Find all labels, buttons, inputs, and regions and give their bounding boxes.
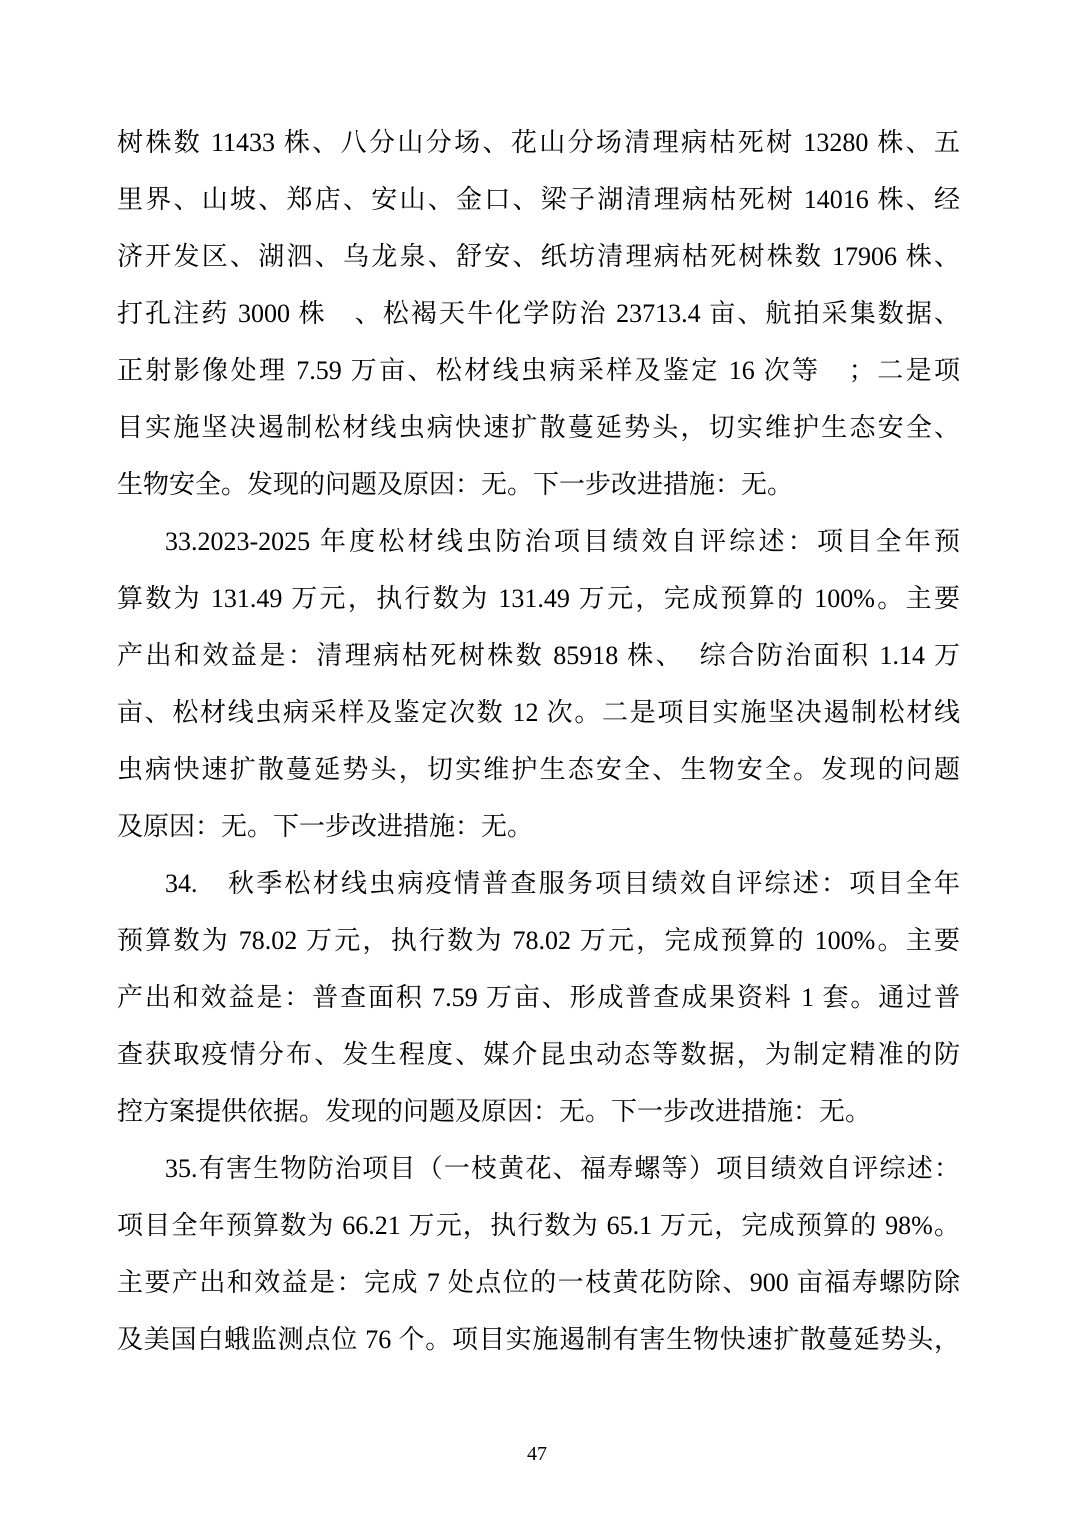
text-line: 产出和效益是：清理病枯死树株数 85918 株、 综合防治面积 1.14 万 [117, 641, 960, 670]
paragraph-33 [117, 513, 960, 855]
text-line: 预算数为 78.02 万元，执行数为 78.02 万元，完成预算的 100%。主要 [117, 926, 960, 955]
text-line: 打孔注药 3000 株 、松褐天牛化学防治 23713.4 亩、航拍采集数据、 [117, 299, 960, 328]
text-line: 33.2023-2025 年度松材线虫防治项目绩效自评综述：项目全年预 [165, 527, 960, 556]
text-line: 算数为 131.49 万元，执行数为 131.49 万元，完成预算的 100%。主要 [117, 584, 960, 613]
text-line: 生物安全。发现的问题及原因：无。下一步改进措施：无。 [117, 470, 794, 499]
text-line: 树株数 11433 株、八分山分场、花山分场清理病枯死树 13280 株、五 [117, 128, 960, 157]
text-line: 控方案提供依据。发现的问题及原因：无。下一步改进措施：无。 [117, 1097, 872, 1126]
text-line: 里界、山坡、郑店、安山、金口、梁子湖清理病枯死树 14016 株、经 [117, 185, 960, 214]
text-line: 项目全年预算数为 66.21 万元，执行数为 65.1 万元，完成预算的 98%。 [117, 1211, 960, 1240]
text-line: 济开发区、湖泗、乌龙泉、舒安、纸坊清理病枯死树株数 17906 株、 [117, 242, 960, 271]
paragraph-32-continuation [117, 114, 960, 513]
page-number: 47 [527, 1443, 547, 1465]
text-line: 查获取疫情分布、发生程度、媒介昆虫动态等数据，为制定精准的防 [117, 1040, 960, 1069]
document-body [117, 114, 960, 1368]
text-line: 产出和效益是：普查面积 7.59 万亩、形成普查成果资料 1 套。通过普 [117, 983, 960, 1012]
text-line: 目实施坚决遏制松材线虫病快速扩散蔓延势头，切实维护生态安全、 [117, 413, 960, 442]
text-line: 34. 秋季松材线虫病疫情普查服务项目绩效自评综述：项目全年 [165, 869, 960, 898]
text-line: 及美国白蛾监测点位 76 个。项目实施遏制有害生物快速扩散蔓延势头， [117, 1325, 960, 1354]
paragraph-35 [117, 1140, 960, 1368]
text-line: 正射影像处理 7.59 万亩、松材线虫病采样及鉴定 16 次等 ；二是项 [117, 356, 960, 385]
text-line: 亩、松材线虫病采样及鉴定次数 12 次。二是项目实施坚决遏制松材线 [117, 698, 960, 727]
text-line: 及原因：无。下一步改进措施：无。 [117, 812, 534, 841]
text-line: 虫病快速扩散蔓延势头，切实维护生态安全、生物安全。发现的问题 [117, 755, 960, 784]
text-line: 主要产出和效益是：完成 7 处点位的一枝黄花防除、900 亩福寿螺防除 [117, 1268, 960, 1297]
text-line: 35.有害生物防治项目（一枝黄花、福寿螺等）项目绩效自评综述： [165, 1154, 960, 1183]
paragraph-34 [117, 855, 960, 1140]
